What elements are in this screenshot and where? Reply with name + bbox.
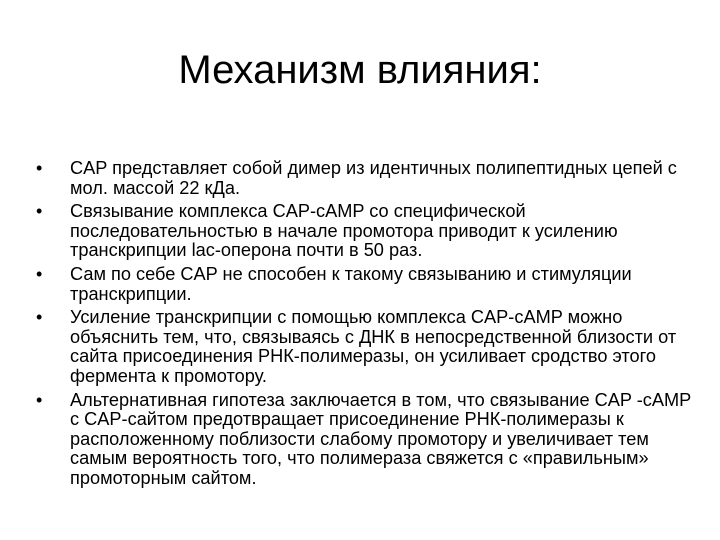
- bullet-dot-icon: •: [36, 263, 43, 284]
- bullet-item: [36, 265, 696, 304]
- bullet-dot-icon: •: [36, 201, 43, 222]
- bullet-text: CAP представляет собой димер из идентичных полипептидных цепей с мол. массой 22 кДа.: [70, 158, 677, 198]
- bullet-dot-icon: •: [36, 158, 43, 178]
- bullet-item: [36, 159, 696, 198]
- bullet-text: Связывание комплекса CAP-cAMP со специфической последовательностью в начале промотора приводит к усилению транскрипции lac-оперона почти в 50 раз.: [70, 201, 618, 261]
- slide-title: Механизм влияния:: [178, 48, 542, 92]
- bullet-item: [36, 202, 696, 261]
- bullet-item: [36, 308, 696, 386]
- bullet-dot-icon: •: [36, 389, 43, 410]
- bullet-text: Альтернативная гипотеза заключается в том, что связывание CAP -cAMP с CAP-сайтом предотвращает присоединение РНК-полимеразы к расположенному поблизости слабому промотору и увеличивает тем самым вероятность того, что полимераза свяжется с «правильным» промоторным сайтом.: [70, 389, 691, 488]
- bullet-item: [36, 391, 696, 489]
- bullet-list: [36, 159, 696, 493]
- bullet-text: Усиление транскрипции с помощью комплекса CAP-cAMP можно объяснить тем, что, связываясь с ДНК в непосредственной близости от сайта присоединения РНК-полимеразы, он усиливает сродство этого фермента к промотору.: [70, 307, 677, 386]
- bullet-text: Сам по себе CAP не способен к такому связыванию и стимуляции транскрипции.: [70, 263, 632, 304]
- bullet-dot-icon: •: [36, 307, 43, 328]
